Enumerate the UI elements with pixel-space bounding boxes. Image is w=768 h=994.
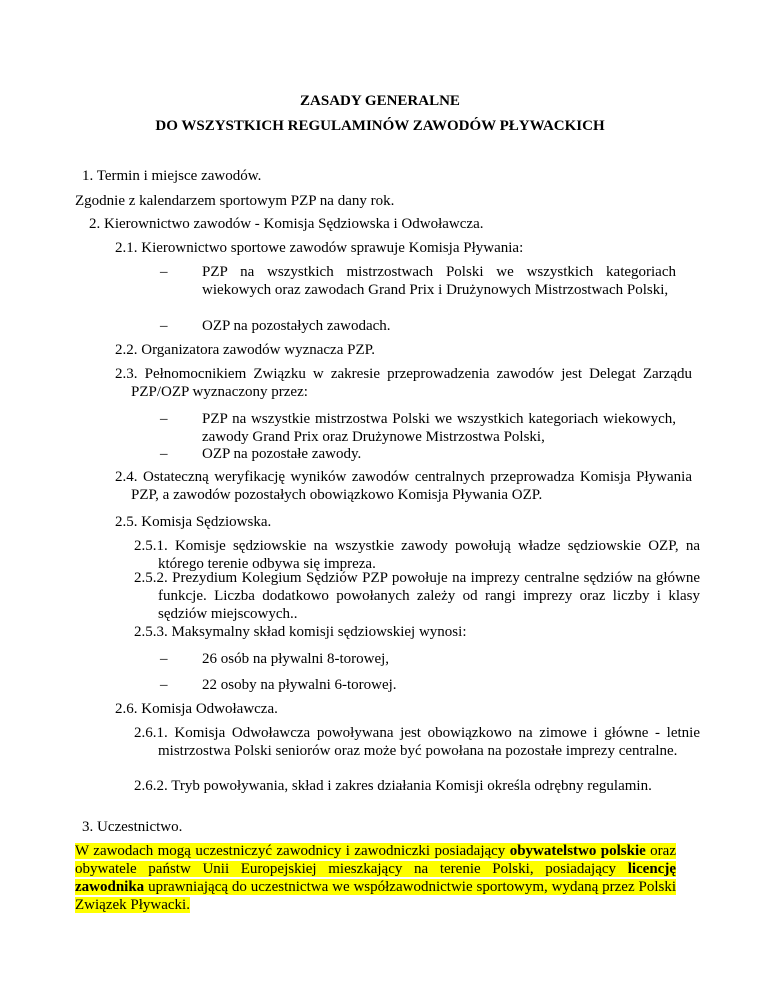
section-2-4: 2.4. Ostateczną weryfikację wyników zawodów centralnych przeprowadza Komisja Pływania PZP, a zawodów pozostałych obowiązkowo Komisja Pływania OZP. bbox=[115, 469, 692, 503]
section-3-text-part-1: W zawodach mogą uczestniczyć zawodnicy i zawodniczki posiadający bbox=[75, 843, 510, 859]
section-2-5-3-b: 22 osoby na pływalni 6-torowej. bbox=[202, 677, 397, 693]
section-2-5-3-a: 26 osób na pływalni 8-torowej, bbox=[202, 651, 390, 667]
section-2-3-a: PZP na wszystkie mistrzostwa Polski we wszystkich kategoriach wiekowych, zawody Grand Prix oraz Drużynowe Mistrzostwa Polski, bbox=[202, 411, 676, 445]
section-2-6-1: 2.6.1. Komisja Odwoławcza powoływana jest obowiązkowo na zimowe i główne - letnie mistrzostwa Polski seniorów oraz może być powołana na pozostałe imprezy centralne. bbox=[134, 725, 700, 759]
section-1-heading: 1. Termin i miejsce zawodów. bbox=[82, 168, 262, 184]
title-line-1: ZASADY GENERALNE bbox=[300, 93, 460, 109]
dash-icon: – bbox=[160, 318, 168, 334]
section-2-heading: 2. Kierownictwo zawodów - Komisja Sędziowska i Odwoławcza. bbox=[89, 216, 484, 232]
title-line-2: DO WSZYSTKICH REGULAMINÓW ZAWODÓW PŁYWACKICH bbox=[155, 118, 605, 134]
section-2-3: 2.3. Pełnomocnikiem Związku w zakresie przeprowadzenia zawodów jest Delegat Zarządu PZP/OZP wyznaczony przez: bbox=[115, 366, 692, 400]
section-2-6-2: 2.6.2. Tryb powoływania, skład i zakres działania Komisji określa odrębny regulamin. bbox=[134, 778, 652, 794]
section-3-text-part-2: oraz obywatele państw Unii Europejskiej mieszkający na terenie Polski, posiadający bbox=[75, 843, 676, 877]
section-3-text bbox=[75, 842, 676, 914]
dash-icon: – bbox=[160, 411, 168, 427]
section-2-5-3: 2.5.3. Maksymalny skład komisji sędziowskiej wynosi: bbox=[134, 624, 467, 640]
dash-icon: – bbox=[160, 264, 168, 280]
dash-icon: – bbox=[160, 677, 168, 693]
section-2-6: 2.6. Komisja Odwoławcza. bbox=[115, 701, 278, 717]
license-bold: licencję zawodnika bbox=[75, 861, 676, 895]
section-2-1-b: OZP na pozostałych zawodach. bbox=[202, 318, 391, 334]
citizenship-bold: obywatelstwo polskie bbox=[509, 843, 646, 859]
dash-icon: – bbox=[160, 446, 168, 462]
section-3-text-part-3: uprawniającą do uczestnictwa we współzawodnictwie sportowym, wydaną przez Polski Związek Pływacki. bbox=[75, 879, 676, 913]
section-2-5: 2.5. Komisja Sędziowska. bbox=[115, 514, 272, 530]
section-1-text: Zgodnie z kalendarzem sportowym PZP na dany rok. bbox=[75, 193, 395, 209]
section-2-1: 2.1. Kierownictwo sportowe zawodów sprawuje Komisja Pływania: bbox=[115, 240, 524, 256]
section-2-2: 2.2. Organizatora zawodów wyznacza PZP. bbox=[115, 342, 376, 358]
section-2-3-b: OZP na pozostałe zawody. bbox=[202, 446, 362, 462]
section-2-1-a: PZP na wszystkich mistrzostwach Polski we wszystkich kategoriach wiekowych oraz zawodach Grand Prix i Drużynowych Mistrzostwach Polski, bbox=[202, 264, 676, 298]
dash-icon: – bbox=[160, 651, 168, 667]
section-2-5-2: 2.5.2. Prezydium Kolegium Sędziów PZP powołuje na imprezy centralne sędziów na główne funkcje. Liczba dodatkowo powołanych zależy od rangi imprezy oraz liczby i klasy sędziów miejscowych.. bbox=[134, 570, 700, 622]
section-3-heading: 3. Uczestnictwo. bbox=[82, 819, 183, 835]
section-2-5-1: 2.5.1. Komisje sędziowskie na wszystkie zawody powołują władze sędziowskie OZP, na którego terenie odbywa się impreza. bbox=[134, 538, 700, 572]
